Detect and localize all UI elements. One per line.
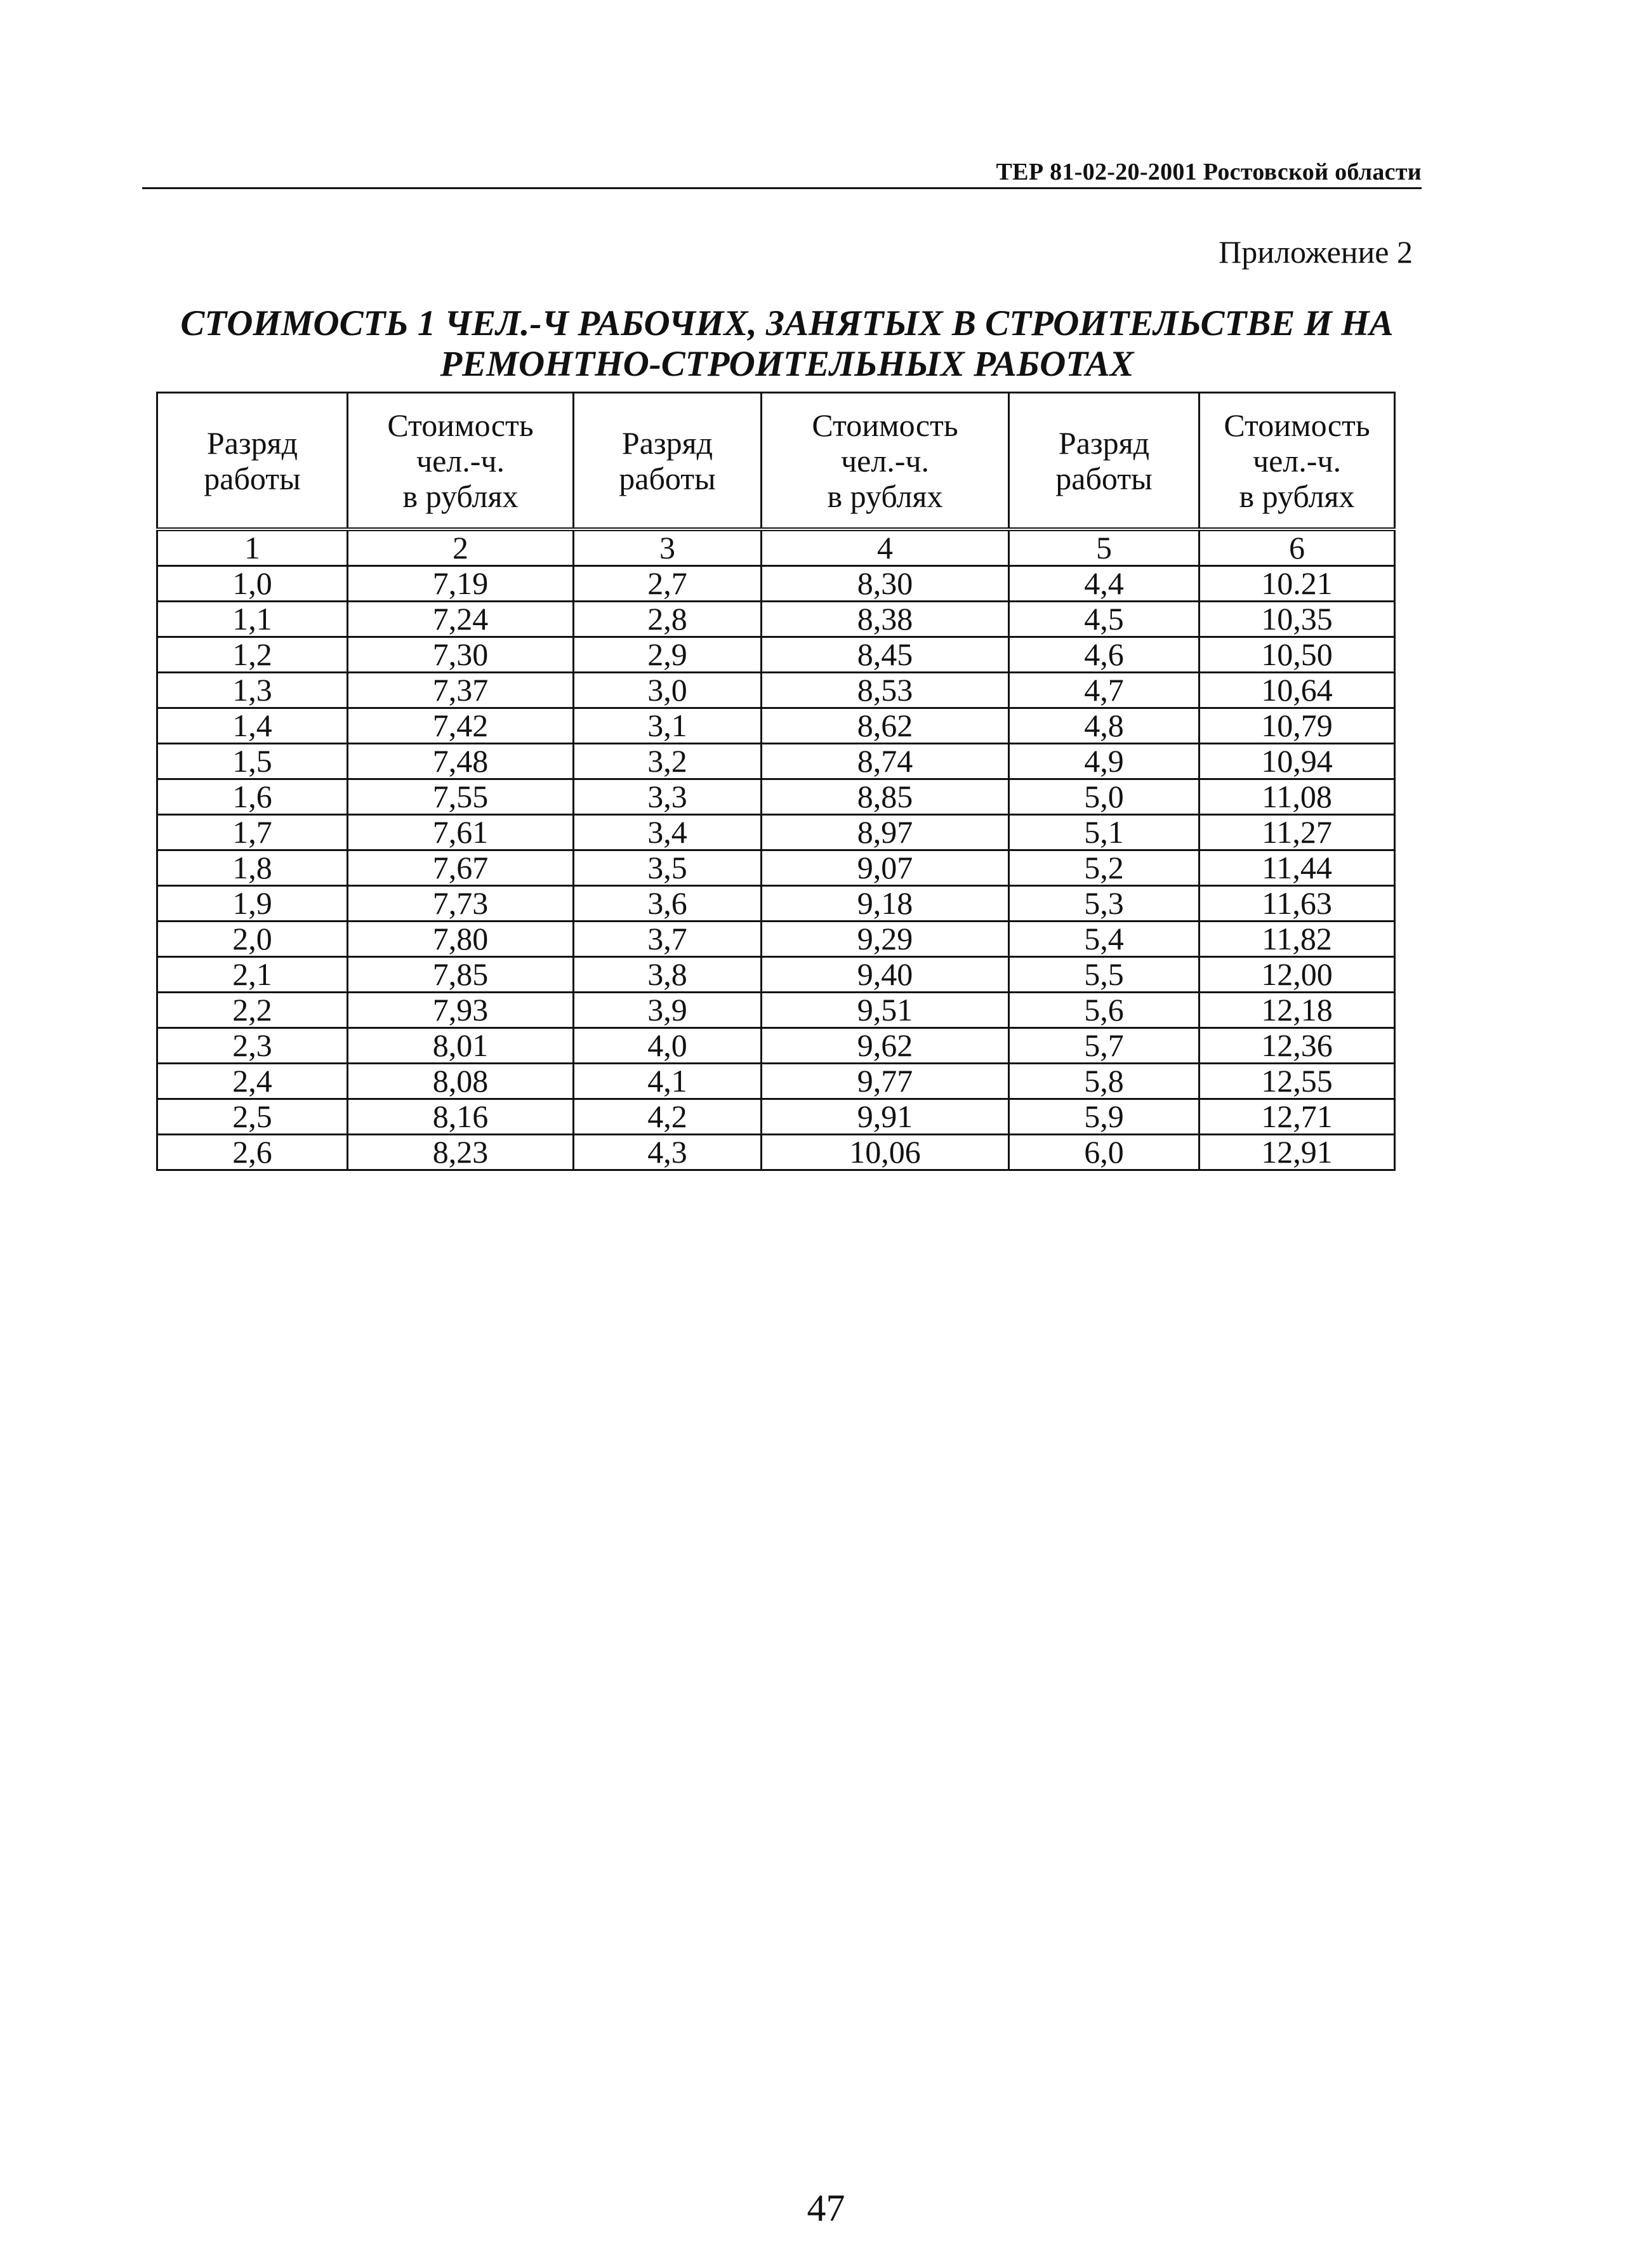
cost-cell: 8,30 [762, 566, 1009, 602]
table-row [157, 850, 1395, 886]
table-row [157, 708, 1395, 744]
grade-cell: 5,4 [1009, 922, 1199, 957]
table-row [157, 1135, 1395, 1170]
table-row [157, 779, 1395, 815]
grade-cell: 5,6 [1009, 993, 1199, 1028]
table-row [157, 957, 1395, 993]
cost-cell: 7,24 [348, 602, 574, 637]
cost-cell: 8,74 [762, 744, 1009, 779]
cost-cell: 11,82 [1199, 922, 1395, 957]
cost-cell: 9,62 [762, 1028, 1009, 1064]
cost-cell: 7,37 [348, 673, 574, 708]
column-number: 3 [574, 529, 762, 566]
grade-cell: 5,7 [1009, 1028, 1199, 1064]
header-line: Разряд [206, 425, 298, 461]
cost-cell: 11,27 [1199, 815, 1395, 850]
cost-cell: 8,97 [762, 815, 1009, 850]
grade-cell: 1,7 [157, 815, 348, 850]
header-grade-2 [574, 393, 762, 530]
grade-cell: 4,9 [1009, 744, 1199, 779]
page-number: 47 [807, 2187, 845, 2229]
column-number: 2 [348, 529, 574, 566]
header-line: работы [619, 460, 716, 496]
cost-cell: 12,36 [1199, 1028, 1395, 1064]
header-line: в рублях [1239, 478, 1355, 514]
grade-cell: 3,6 [574, 886, 762, 922]
cost-cell: 10,50 [1199, 637, 1395, 673]
cost-cell: 9,51 [762, 993, 1009, 1028]
cost-cell: 12,55 [1199, 1064, 1395, 1099]
cost-cell: 10,94 [1199, 744, 1395, 779]
cost-cell: 9,77 [762, 1064, 1009, 1099]
grade-cell: 2,5 [157, 1099, 348, 1135]
cost-cell: 10.21 [1199, 566, 1395, 602]
grade-cell: 4,0 [574, 1028, 762, 1064]
grade-cell: 3,4 [574, 815, 762, 850]
column-number: 5 [1009, 529, 1199, 566]
grade-cell: 2,9 [574, 637, 762, 673]
cost-cell: 8,62 [762, 708, 1009, 744]
grade-cell: 5,0 [1009, 779, 1199, 815]
table-row [157, 566, 1395, 602]
grade-cell: 1,9 [157, 886, 348, 922]
grade-cell: 5,2 [1009, 850, 1199, 886]
cost-cell: 7,67 [348, 850, 574, 886]
table-row [157, 922, 1395, 957]
grade-cell: 5,5 [1009, 957, 1199, 993]
header-line: Стоимость [1224, 407, 1370, 443]
cost-cell: 8,38 [762, 602, 1009, 637]
table-row [157, 1064, 1395, 1099]
column-number-row [157, 529, 1395, 566]
grade-cell: 5,1 [1009, 815, 1199, 850]
cost-cell: 7,55 [348, 779, 574, 815]
grade-cell: 1,2 [157, 637, 348, 673]
cost-cell: 7,61 [348, 815, 574, 850]
grade-cell: 1,1 [157, 602, 348, 637]
grade-cell: 4,1 [574, 1064, 762, 1099]
table-title [152, 303, 1422, 385]
grade-cell: 4,3 [574, 1135, 762, 1170]
cost-cell: 7,93 [348, 993, 574, 1028]
cost-cell: 12,18 [1199, 993, 1395, 1028]
table-row [157, 886, 1395, 922]
cost-cell: 8,23 [348, 1135, 574, 1170]
table-row [157, 602, 1395, 637]
header-line: Разряд [1058, 425, 1150, 461]
grade-cell: 5,8 [1009, 1064, 1199, 1099]
document-code: ТЕР 81-02-20-2001 Ростовской области [996, 159, 1422, 185]
cost-cell: 8,01 [348, 1028, 574, 1064]
table-body [157, 566, 1395, 1170]
cost-cell: 9,07 [762, 850, 1009, 886]
header-line: в рублях [402, 478, 519, 514]
grade-cell: 2,2 [157, 993, 348, 1028]
cost-cell: 12,00 [1199, 957, 1395, 993]
cost-cell: 7,73 [348, 886, 574, 922]
grade-cell: 2,6 [157, 1135, 348, 1170]
grade-cell: 1,5 [157, 744, 348, 779]
header-line: чел.-ч. [1252, 442, 1342, 479]
grade-cell: 2,1 [157, 957, 348, 993]
cost-cell: 11,08 [1199, 779, 1395, 815]
table-row [157, 637, 1395, 673]
cost-cell: 9,40 [762, 957, 1009, 993]
grade-cell: 2,0 [157, 922, 348, 957]
cost-cell: 10,79 [1199, 708, 1395, 744]
cost-cell: 7,42 [348, 708, 574, 744]
cost-cell: 9,29 [762, 922, 1009, 957]
cost-cell: 11,63 [1199, 886, 1395, 922]
grade-cell: 1,3 [157, 673, 348, 708]
header-cost-3 [1199, 393, 1395, 530]
column-number: 4 [762, 529, 1009, 566]
header-line: чел.-ч. [840, 442, 930, 479]
cost-cell: 9,18 [762, 886, 1009, 922]
grade-cell: 6,0 [1009, 1135, 1199, 1170]
cost-cell: 8,16 [348, 1099, 574, 1135]
header-line: чел.-ч. [416, 442, 505, 479]
cost-cell: 7,80 [348, 922, 574, 957]
table-row [157, 1099, 1395, 1135]
header-line: работы [204, 460, 301, 496]
grade-cell: 3,3 [574, 779, 762, 815]
cost-cell: 7,85 [348, 957, 574, 993]
table-row [157, 1028, 1395, 1064]
grade-cell: 3,2 [574, 744, 762, 779]
grade-cell: 1,4 [157, 708, 348, 744]
grade-cell: 5,9 [1009, 1099, 1199, 1135]
header-line: Стоимость [387, 407, 534, 443]
cost-cell: 8,53 [762, 673, 1009, 708]
cost-cell: 8,85 [762, 779, 1009, 815]
grade-cell: 4,2 [574, 1099, 762, 1135]
cost-cell: 9,91 [762, 1099, 1009, 1135]
header-line: Разряд [621, 425, 713, 461]
grade-cell: 1,6 [157, 779, 348, 815]
grade-cell: 3,0 [574, 673, 762, 708]
table-row [157, 673, 1395, 708]
grade-cell: 4,7 [1009, 673, 1199, 708]
grade-cell: 4,6 [1009, 637, 1199, 673]
cost-cell: 10,35 [1199, 602, 1395, 637]
appendix-label: Приложение 2 [1219, 234, 1413, 270]
cost-cell: 7,48 [348, 744, 574, 779]
title-line-1: СТОИМОСТЬ 1 ЧЕЛ.-Ч РАБОЧИХ, ЗАНЯТЫХ В СТРОИТЕЛЬСТВЕ И НА [180, 303, 1394, 343]
grade-cell: 4,4 [1009, 566, 1199, 602]
title-line-2: РЕМОНТНО-СТРОИТЕЛЬНЫХ РАБОТАХ [440, 344, 1134, 384]
cost-cell: 11,44 [1199, 850, 1395, 886]
cost-cell: 12,91 [1199, 1135, 1395, 1170]
grade-cell: 3,5 [574, 850, 762, 886]
grade-cell: 3,8 [574, 957, 762, 993]
header-cost-1 [348, 393, 574, 530]
labor-cost-table [156, 392, 1396, 1171]
header-line: в рублях [827, 478, 943, 514]
cost-cell: 8,45 [762, 637, 1009, 673]
grade-cell: 3,9 [574, 993, 762, 1028]
header-grade-3 [1009, 393, 1199, 530]
table-row [157, 993, 1395, 1028]
column-number: 6 [1199, 529, 1395, 566]
grade-cell: 2,7 [574, 566, 762, 602]
grade-cell: 3,1 [574, 708, 762, 744]
header-line: Стоимость [812, 407, 958, 443]
cost-cell: 7,30 [348, 637, 574, 673]
table-header-row [157, 393, 1395, 530]
grade-cell: 2,3 [157, 1028, 348, 1064]
grade-cell: 3,7 [574, 922, 762, 957]
header-grade-1 [157, 393, 348, 530]
cost-cell: 10,64 [1199, 673, 1395, 708]
grade-cell: 4,5 [1009, 602, 1199, 637]
table-row [157, 815, 1395, 850]
cost-cell: 8,08 [348, 1064, 574, 1099]
table-row [157, 744, 1395, 779]
grade-cell: 2,8 [574, 602, 762, 637]
grade-cell: 2,4 [157, 1064, 348, 1099]
grade-cell: 1,8 [157, 850, 348, 886]
header-cost-2 [762, 393, 1009, 530]
column-number: 1 [157, 529, 348, 566]
header-line: работы [1055, 460, 1153, 496]
cost-cell: 12,71 [1199, 1099, 1395, 1135]
cost-cell: 7,19 [348, 566, 574, 602]
cost-cell: 10,06 [762, 1135, 1009, 1170]
grade-cell: 1,0 [157, 566, 348, 602]
grade-cell: 4,8 [1009, 708, 1199, 744]
grade-cell: 5,3 [1009, 886, 1199, 922]
running-header [142, 154, 1422, 189]
